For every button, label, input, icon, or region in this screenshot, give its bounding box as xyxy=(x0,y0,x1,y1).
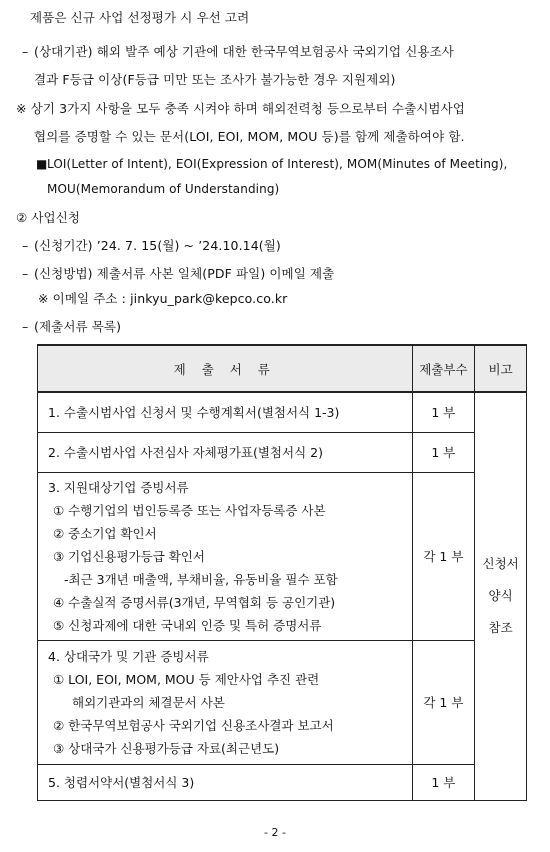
dash-bullet: – xyxy=(22,266,29,281)
table-header-row xyxy=(38,345,527,392)
application-period: (신청기간) ’24. 7. 15(월) ~ ’24.10.14(월) xyxy=(34,238,281,253)
email-address[interactable]: jinkyu_park@kepco.co.kr xyxy=(130,291,288,306)
page-number: - 2 - xyxy=(264,826,286,839)
table-row xyxy=(38,472,527,640)
table-row xyxy=(38,432,527,472)
document-definitions: LOI(Letter of Intent), EOI(Expression of Interest), MOM(Minutes of Meeting), xyxy=(47,157,508,171)
intro-line: 제품은 신규 사업 선정평가 시 우선 고려 xyxy=(30,10,250,25)
document-list-heading: (제출서류 목록) xyxy=(34,319,122,334)
document-name: 4. 상대국가 및 기관 증빙서류 ① LOI, EOI, MOM, MOU 등 제안사업 추진 관련 해외기관과의 체결문서 사본 ② 한국무역보험공사 국외기업 신용조사결과 보고서 ③ 상대국가 신용평가등급 자료(최근년도) xyxy=(38,640,413,764)
remark-line: 참조 xyxy=(488,620,513,636)
dash-bullet: – xyxy=(22,319,29,334)
remark-line: 양식 xyxy=(488,588,513,604)
table-row xyxy=(38,640,527,764)
document-definitions-cont: MOU(Memorandum of Understanding) xyxy=(47,182,280,196)
dash-bullet: – xyxy=(22,238,29,253)
section-heading: ② 사업신청 xyxy=(16,210,81,225)
document-name: 2. 수출시범사업 사전심사 자체평가표(별첨서식 2) xyxy=(38,432,413,472)
header-count: 제출부수 xyxy=(412,345,475,392)
dash-bullet: – xyxy=(22,44,29,59)
document-count: 1 부 xyxy=(412,764,475,800)
table-row xyxy=(38,764,527,800)
documents-table xyxy=(37,344,527,801)
header-documents: 제 출 서 류 xyxy=(38,345,413,392)
document-name: 1. 수출시범사업 신청서 및 수행계획서(별첨서식 1-3) xyxy=(38,392,413,432)
credit-check-item: (상대기관) 해외 발주 예상 기관에 대한 한국무역보험공사 국외기업 신용조사 xyxy=(34,44,454,59)
document-count: 각 1 부 xyxy=(412,472,475,640)
remark-line: 신청서 xyxy=(482,556,519,572)
document-name: 3. 지원대상기업 증빙서류 ① 수행기업의 법인등록증 또는 사업자등록증 사본 ② 중소기업 확인서 ③ 기업신용평가등급 확인서 -최근 3개년 매출액, 부채비율, 유동비율 필수 포함 ④ 수출실적 증명서류(3개년, 무역협회 등 공인기관) ⑤ 신청과제에 대한 국내외 인증 및 특허 증명서류 xyxy=(38,472,413,640)
header-remark: 비고 xyxy=(475,345,527,392)
credit-check-item-cont: 결과 F등급 이상(F등급 미만 또는 조사가 불가능한 경우 지원제외) xyxy=(34,72,396,87)
document-count: 1 부 xyxy=(412,432,475,472)
application-method: (신청방법) 제출서류 사본 일체(PDF 파일) 이메일 제출 xyxy=(34,266,335,281)
requirement-note-cont: 협의를 증명할 수 있는 문서(LOI, EOI, MOM, MOU 등)를 함께 제출하여야 함. xyxy=(34,129,465,144)
document-name: 5. 청렴서약서(별첨서식 3) xyxy=(38,764,413,800)
email-label: ※ 이메일 주소 : xyxy=(38,291,126,306)
document-count: 각 1 부 xyxy=(412,640,475,764)
table-row xyxy=(38,392,527,432)
requirement-note: ※ 상기 3가지 사항을 모두 충족 시켜야 하며 해외전력청 등으로부터 수출시범사업 xyxy=(16,101,465,116)
remark-cell xyxy=(475,392,527,800)
document-count: 1 부 xyxy=(412,392,475,432)
square-bullet-icon: ■ xyxy=(36,157,48,171)
